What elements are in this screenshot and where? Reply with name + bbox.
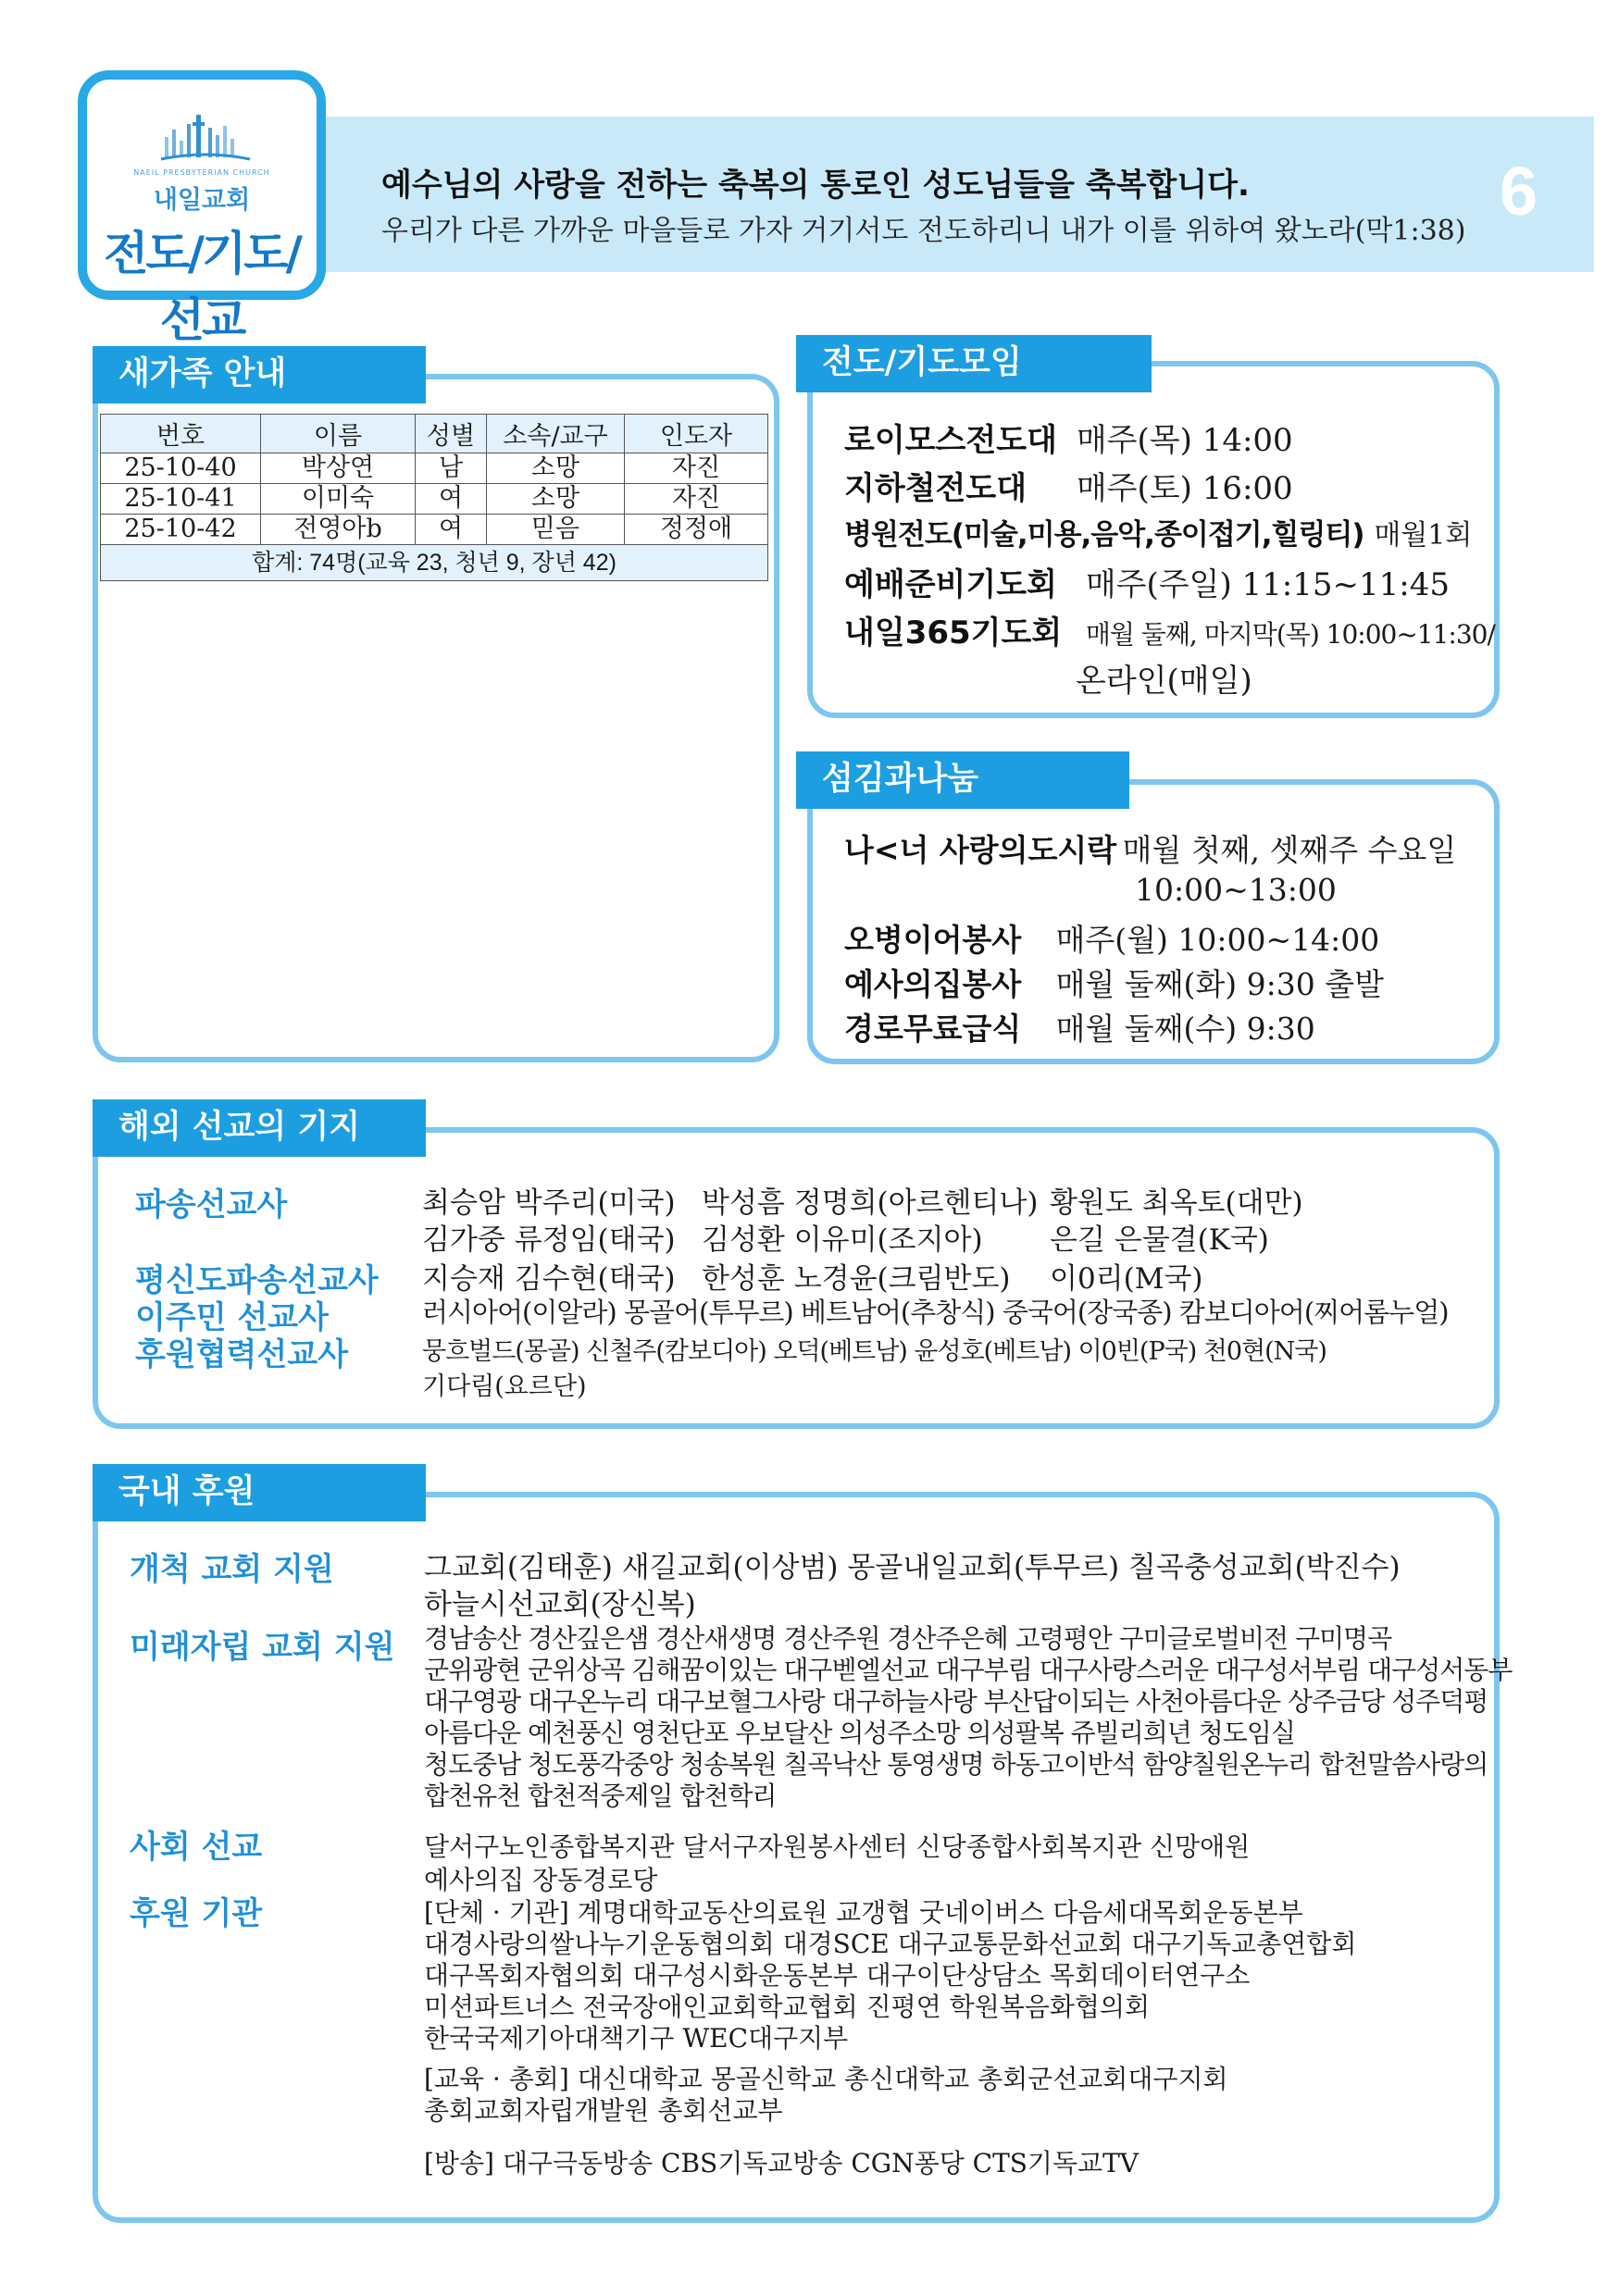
table-row bbox=[101, 515, 768, 545]
pioneer-churches: 그교회(김태훈) 새길교회(이상범) 몽골내일교회(투무르) 칠곡충성교회(박진수) bbox=[424, 1551, 1401, 1584]
social-orgs-cont: 예사의집 장동경로당 bbox=[424, 1865, 658, 1895]
pioneer-label: 개척 교회 지원 bbox=[130, 1551, 334, 1588]
future-church-line: 군위광현 군위상곡 김해꿈이있는 대구벧엘선교 대구부림 대구사랑스러운 대구성서부림 대구성서동부 bbox=[424, 1655, 1513, 1685]
table-cell: 여 bbox=[416, 484, 487, 515]
future-church-line: 경남송산 경산깊은샘 경산새생명 경산주원 경산주은혜 고령평안 구미글로벌비전 구미명곡 bbox=[424, 1623, 1392, 1654]
lay-missionary-label: 평신도파송선교사 bbox=[135, 1262, 379, 1299]
meeting-name: 로이모스전도대 bbox=[844, 422, 1057, 459]
support-missionary-label: 후원협력선교사 bbox=[135, 1336, 348, 1373]
broadcast-line: [방송] 대구극동방송 CBS기독교방송 CGN퐁당 CTS기독교TV bbox=[424, 2148, 1139, 2178]
social-orgs: 달서구노인종합복지관 달서구자원봉사센터 신당종합사회복지관 신망애원 bbox=[424, 1831, 1251, 1862]
lay-missionary: 이0리(M국) bbox=[1050, 1262, 1203, 1296]
dispatched-missionary: 은길 은물결(K국) bbox=[1050, 1223, 1269, 1257]
service-name: 나<너 사랑의도시락 bbox=[844, 832, 1117, 868]
future-church-line: 청도중남 청도풍각중앙 청송복원 칠곡낙산 통영생명 하동고이반석 함양칠원온누리 합천말씀사랑의 bbox=[424, 1749, 1488, 1780]
meeting-time: 매주(토) 16:00 bbox=[1076, 470, 1293, 507]
org-line: 미션파트너스 전국장애인교회학교협회 진평연 학원복음화협의회 bbox=[424, 1992, 1151, 2022]
migrant-missionaries: 러시아어(이알라) 몽골어(투무르) 베트남어(추창식) 중국어(장국종) 캄보디아어(찌어롬누얼) bbox=[422, 1297, 1449, 1328]
column-header: 성별 bbox=[416, 415, 487, 453]
service-time: 매월 첫째, 셋째주 수요일 bbox=[1122, 832, 1457, 868]
dispatched-missionary: 황원도 최옥토(대만) bbox=[1050, 1186, 1303, 1220]
table-cell: 박상연 bbox=[261, 453, 416, 484]
service-tab: 섬김과나눔 bbox=[796, 751, 1129, 809]
total-count: 합계: 74명(교육 23, 청년 9, 장년 42) bbox=[101, 545, 768, 581]
future-church-line: 대구영광 대구온누리 대구보혈그사랑 대구하늘사랑 부산답이되는 사천아름다운 상주금당 성주덕평 bbox=[424, 1686, 1488, 1717]
org-line: 대구목회자협의회 대구성시화운동본부 대구이단상담소 목회데이터연구소 bbox=[424, 1960, 1251, 1991]
logo-box bbox=[78, 70, 326, 347]
org-line: 한국국제기아대책기구 WEC대구지부 bbox=[424, 2023, 849, 2054]
support-missionaries-cont: 기다림(요르단) bbox=[422, 1372, 587, 1401]
column-header: 이름 bbox=[261, 415, 416, 453]
table-header-row bbox=[101, 415, 768, 453]
table-cell: 자진 bbox=[625, 453, 768, 484]
domestic-tab: 국내 후원 bbox=[93, 1464, 426, 1521]
future-church-line: 아름다운 예천풍신 영천단포 우보달산 의성주소망 의성팔복 쥬빌리희년 청도임실 bbox=[424, 1718, 1295, 1748]
service-name: 오병이어봉사 bbox=[844, 922, 1022, 958]
meeting-time: 매월1회 bbox=[1374, 519, 1473, 552]
table-cell: 전영아b bbox=[261, 515, 416, 545]
migrant-missionary-label: 이주민 선교사 bbox=[135, 1299, 329, 1336]
headline: 예수님의 사랑을 전하는 축복의 통로인 성도님들을 축복합니다. bbox=[381, 167, 1250, 204]
table-cell: 믿음 bbox=[487, 515, 625, 545]
church-logo-icon bbox=[159, 113, 252, 163]
table-total-row bbox=[101, 545, 768, 581]
table-cell: 25-10-41 bbox=[101, 484, 261, 515]
table-cell: 남 bbox=[416, 453, 487, 484]
page-number: 6 bbox=[1500, 153, 1538, 230]
table-cell: 25-10-42 bbox=[101, 515, 261, 545]
lay-missionary: 한성훈 노경윤(크림반도) bbox=[702, 1262, 1011, 1296]
dispatched-label: 파송선교사 bbox=[135, 1186, 288, 1223]
edu-line: [교육 · 총회] 대신대학교 몽골신학교 총신대학교 총회군선교회대구지회 bbox=[424, 2064, 1228, 2094]
section-title: 전도/기도/선교 bbox=[104, 227, 300, 347]
dispatched-missionary: 김성환 이유미(조지아) bbox=[702, 1223, 983, 1257]
meeting-name: 병원전도(미술,미용,음악,종이접기,힐링티) bbox=[844, 518, 1364, 552]
table-row bbox=[101, 453, 768, 484]
table-cell: 자진 bbox=[625, 484, 768, 515]
table-row bbox=[101, 484, 768, 515]
dispatched-missionary: 김가중 류정임(태국) bbox=[422, 1223, 676, 1257]
service-time: 매주(월) 10:00~14:00 bbox=[1055, 922, 1380, 958]
org-label: 후원 기관 bbox=[130, 1895, 263, 1932]
logo-subtitle: NAEIL PRESBYTERIAN CHURCH bbox=[133, 168, 270, 177]
meeting-time: 매주(목) 14:00 bbox=[1076, 422, 1293, 459]
meeting-name: 지하철전도대 bbox=[844, 470, 1027, 507]
column-header: 소속/교구 bbox=[487, 415, 625, 453]
org-line: 대경사랑의쌀나누기운동협의회 대경SCE 대구교통문화선교회 대구기독교총연합회 bbox=[424, 1929, 1357, 1959]
new-family-tab: 새가족 안내 bbox=[93, 346, 426, 403]
org-line: [단체 · 기관] 계명대학교동산의료원 교갱협 굿네이버스 다음세대목회운동본부 bbox=[424, 1897, 1303, 1928]
dispatched-missionary: 박성흠 정명희(아르헨티나) bbox=[702, 1186, 1039, 1220]
service-time: 매월 둘째(화) 9:30 출발 bbox=[1055, 966, 1384, 1002]
table-cell: 25-10-40 bbox=[101, 453, 261, 484]
social-label: 사회 선교 bbox=[130, 1829, 263, 1866]
edu-line: 총회교회자립개발원 총회선교부 bbox=[424, 2095, 783, 2126]
bible-verse: 우리가 다른 가까운 마을들로 가자 거기서도 전도하리니 내가 이를 위하여 왔노라(막1:38) bbox=[381, 215, 1466, 247]
table-cell: 소망 bbox=[487, 453, 625, 484]
logo-name: 내일교회 bbox=[153, 186, 251, 215]
support-missionaries: 뭉흐벌드(몽골) 신철주(캄보디아) 오덕(베트남) 윤성호(베트남) 이0빈(P국) 천0현(N국) bbox=[422, 1337, 1326, 1366]
new-family-table bbox=[100, 414, 768, 581]
column-header: 인도자 bbox=[625, 415, 768, 453]
future-label: 미래자립 교회 지원 bbox=[130, 1629, 395, 1666]
lay-missionary: 지승재 김수현(태국) bbox=[422, 1262, 676, 1296]
overseas-tab: 해외 선교의 기지 bbox=[93, 1099, 426, 1157]
meeting-name: 예배준비기도회 bbox=[844, 566, 1057, 603]
table-cell: 소망 bbox=[487, 484, 625, 515]
service-time-cont: 10:00~13:00 bbox=[1135, 872, 1337, 908]
future-church-line: 합천유천 합천적중제일 합천학리 bbox=[424, 1781, 777, 1811]
meeting-time: 매월 둘째, 마지막(목) 10:00~11:30/ bbox=[1085, 619, 1495, 650]
table-cell: 여 bbox=[416, 515, 487, 545]
service-time: 매월 둘째(수) 9:30 bbox=[1055, 1011, 1315, 1047]
service-name: 예사의집봉사 bbox=[844, 966, 1022, 1002]
mission-meeting-tab: 전도/기도모임 bbox=[796, 335, 1152, 392]
meeting-time-cont: 온라인(매일) bbox=[1076, 663, 1252, 700]
column-header: 번호 bbox=[101, 415, 261, 453]
meeting-name: 내일365기도회 bbox=[844, 614, 1063, 652]
pioneer-churches-cont: 하늘시선교회(장신복) bbox=[424, 1588, 696, 1621]
service-name: 경로무료급식 bbox=[844, 1011, 1022, 1047]
table-cell: 정정애 bbox=[625, 515, 768, 545]
meeting-time: 매주(주일) 11:15~11:45 bbox=[1085, 566, 1450, 603]
dispatched-missionary: 최승암 박주리(미국) bbox=[422, 1186, 676, 1220]
table-cell: 이미숙 bbox=[261, 484, 416, 515]
